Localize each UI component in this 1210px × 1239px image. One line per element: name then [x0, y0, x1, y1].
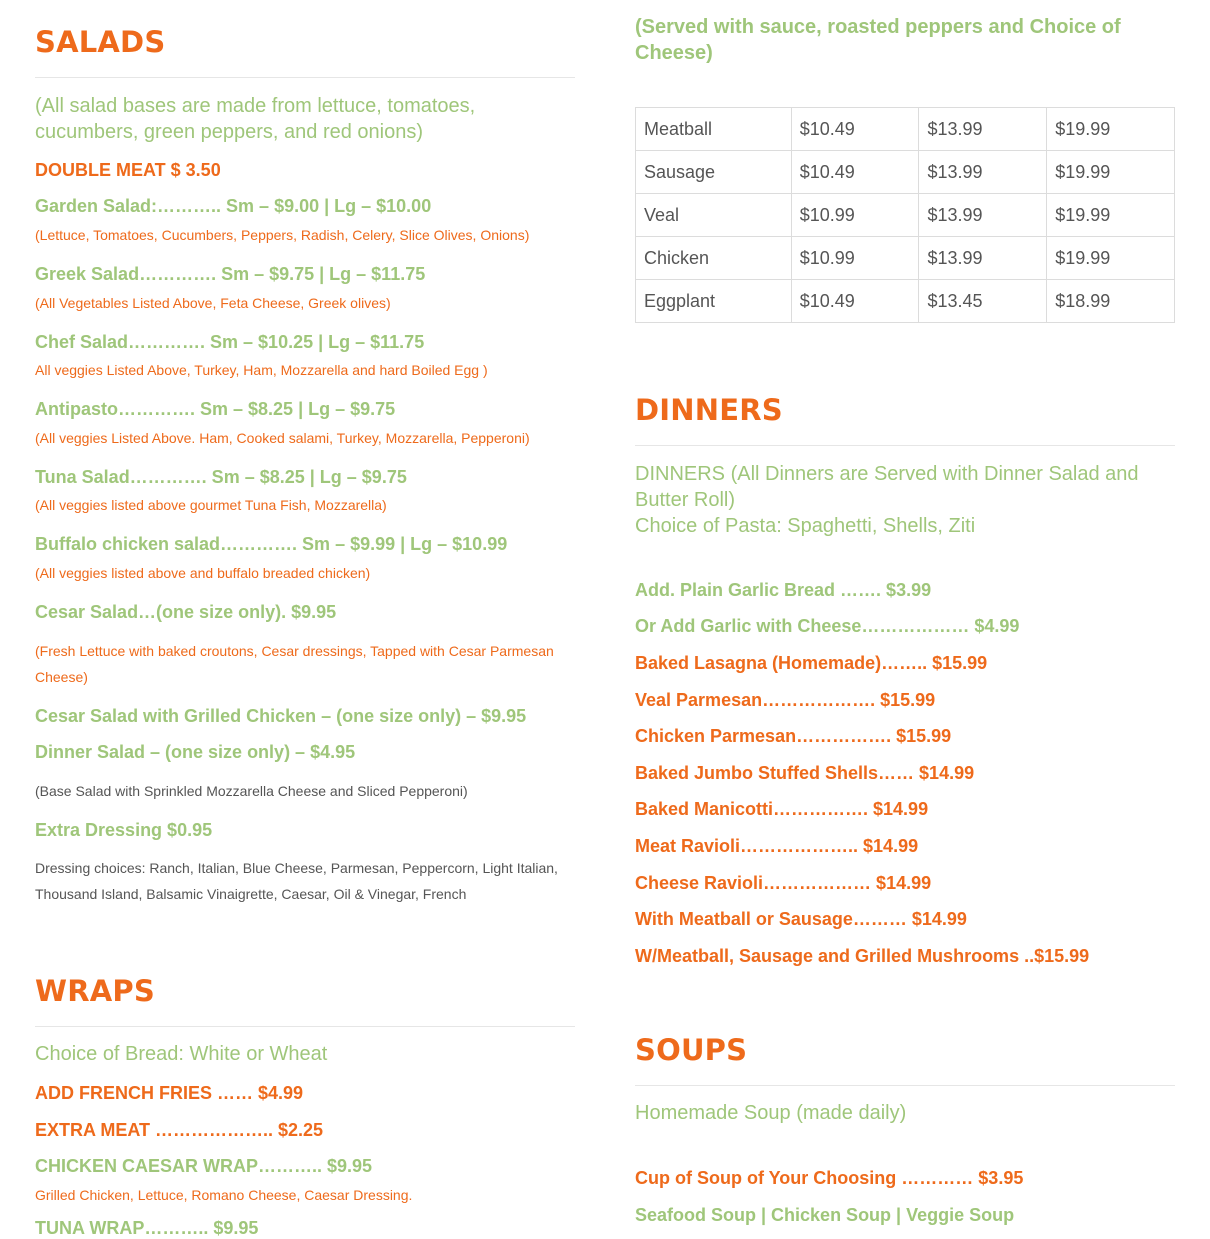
chef-salad-desc: All veggies Listed Above, Turkey, Ham, Mozzarella and hard Boiled Egg ) — [35, 362, 488, 378]
table-row — [636, 151, 1175, 194]
item-name-cell: Veal — [636, 194, 792, 237]
parm-intro: (Served with sauce, roasted peppers and Choice of Cheese) — [635, 16, 1121, 64]
baked-manicotti: Baked Manicotti……………. $14.99 — [635, 799, 929, 819]
soup-choices: Seafood Soup | Chicken Soup | Veggie Soup — [635, 1205, 1015, 1225]
extra-dressing: Extra Dressing $0.95 — [35, 820, 213, 840]
garden-salad-desc: (Lettuce, Tomatoes, Cucumbers, Peppers, Radish, Celery, Slice Olives, Onions) — [35, 227, 530, 243]
table-row — [636, 194, 1175, 237]
price-cell: $10.99 — [791, 194, 919, 237]
price-cell: $19.99 — [1047, 151, 1175, 194]
chicken-caesar-wrap-desc: Grilled Chicken, Lettuce, Romano Cheese, Caesar Dressing. — [35, 1187, 413, 1203]
cesar-chicken-salad: Cesar Salad with Grilled Chicken – (one size only) – $9.95 — [35, 706, 527, 726]
price-cell: $19.99 — [1047, 108, 1175, 151]
chicken-parmesan: Chicken Parmesan……………. $15.99 — [635, 726, 952, 746]
tuna-salad-desc: (All veggies listed above gourmet Tuna Fish, Mozzarella) — [35, 497, 387, 513]
veal-parmesan: Veal Parmesan………………. $15.99 — [635, 690, 936, 710]
add-plain-garlic-bread: Add. Plain Garlic Bread ……. $3.99 — [635, 580, 932, 600]
price-cell: $19.99 — [1047, 194, 1175, 237]
price-cell: $13.99 — [919, 237, 1047, 280]
dinners-divider — [635, 445, 1175, 446]
add-french-fries: ADD FRENCH FRIES …… $4.99 — [35, 1083, 304, 1103]
wraps-intro: Choice of Bread: White or Wheat — [35, 1043, 328, 1065]
price-cell: $10.49 — [791, 151, 919, 194]
cheese-ravioli: Cheese Ravioli……………… $14.99 — [635, 873, 932, 893]
price-cell: $19.99 — [1047, 237, 1175, 280]
greek-salad: Greek Salad…………. Sm – $9.75 | Lg – $11.75 — [35, 264, 426, 284]
table-row — [636, 108, 1175, 151]
dinner-salad: Dinner Salad – (one size only) – $4.95 — [35, 742, 356, 762]
tuna-wrap: TUNA WRAP……….. $9.95 — [35, 1218, 259, 1238]
chef-salad: Chef Salad…………. Sm – $10.25 | Lg – $11.75 — [35, 332, 425, 352]
buffalo-chicken-salad-desc: (All veggies listed above and buffalo breaded chicken) — [35, 565, 371, 581]
wraps-divider — [35, 1026, 575, 1027]
price-cell: $13.99 — [919, 194, 1047, 237]
soups-divider — [635, 1085, 1175, 1086]
dinners-intro: DINNERS (All Dinners are Served with Dinner Salad and Butter Roll) — [635, 463, 1139, 511]
salads-divider — [35, 77, 575, 78]
cesar-salad: Cesar Salad…(one size only). $9.95 — [35, 602, 337, 622]
parm-price-table — [635, 107, 1175, 323]
price-cell: $10.99 — [791, 237, 919, 280]
extra-meat: EXTRA MEAT ……………….. $2.25 — [35, 1120, 324, 1140]
price-cell: $18.99 — [1047, 280, 1175, 323]
soups-intro: Homemade Soup (made daily) — [635, 1102, 907, 1124]
baked-lasagna: Baked Lasagna (Homemade)…….. $15.99 — [635, 653, 988, 673]
price-cell: $13.99 — [919, 108, 1047, 151]
dinners-title: DINNERS — [635, 393, 783, 427]
add-garlic-with-cheese: Or Add Garlic with Cheese……………… $4.99 — [635, 616, 1020, 636]
salads-title: SALADS — [35, 25, 166, 59]
price-cell: $13.99 — [919, 151, 1047, 194]
price-cell: $13.45 — [919, 280, 1047, 323]
with-meatball-or-sausage: With Meatball or Sausage……… $14.99 — [635, 909, 967, 929]
meatball-sausage-mushrooms: W/Meatball, Sausage and Grilled Mushrooms ..$15.99 — [635, 946, 1090, 966]
item-name-cell: Meatball — [636, 108, 792, 151]
price-cell: $10.49 — [791, 108, 919, 151]
soups-title: SOUPS — [635, 1033, 748, 1067]
double-meat: DOUBLE MEAT $ 3.50 — [35, 160, 221, 180]
salads-intro: (All salad bases are made from lettuce, tomatoes, cucumbers, green peppers, and red onions) — [35, 95, 476, 143]
cesar-salad-desc: (Fresh Lettuce with baked croutons, Cesar dressings, Tapped with Cesar Parmesan Cheese) — [35, 643, 554, 685]
cup-of-soup: Cup of Soup of Your Choosing ………… $3.95 — [635, 1168, 1024, 1188]
item-name-cell: Sausage — [636, 151, 792, 194]
table-row — [636, 280, 1175, 323]
dinner-salad-desc: (Base Salad with Sprinkled Mozzarella Cheese and Sliced Pepperoni) — [35, 783, 468, 799]
dinners-pasta-choice: Choice of Pasta: Spaghetti, Shells, Ziti — [635, 515, 976, 537]
chicken-caesar-wrap: CHICKEN CAESAR WRAP……….. $9.95 — [35, 1156, 373, 1176]
dressing-choices: Dressing choices: Ranch, Italian, Blue Cheese, Parmesan, Peppercorn, Light Italian, Thousand Island, Balsamic Vinaigrette, Caesar, Oil & Vinegar, French — [35, 860, 558, 902]
item-name-cell: Chicken — [636, 237, 792, 280]
garden-salad: Garden Salad:……….. Sm – $9.00 | Lg – $10.00 — [35, 196, 432, 216]
greek-salad-desc: (All Vegetables Listed Above, Feta Cheese, Greek olives) — [35, 295, 391, 311]
meat-ravioli: Meat Ravioli……………….. $14.99 — [635, 836, 919, 856]
table-row — [636, 237, 1175, 280]
antipasto: Antipasto…………. Sm – $8.25 | Lg – $9.75 — [35, 399, 396, 419]
wraps-title: WRAPS — [35, 974, 155, 1008]
antipasto-desc: (All veggies Listed Above. Ham, Cooked salami, Turkey, Mozzarella, Pepperoni) — [35, 430, 530, 446]
buffalo-chicken-salad: Buffalo chicken salad…………. Sm – $9.99 | Lg – $10.99 — [35, 534, 508, 554]
item-name-cell: Eggplant — [636, 280, 792, 323]
baked-jumbo-stuffed-shells: Baked Jumbo Stuffed Shells…… $14.99 — [635, 763, 975, 783]
tuna-salad: Tuna Salad…………. Sm – $8.25 | Lg – $9.75 — [35, 467, 407, 487]
price-cell: $10.49 — [791, 280, 919, 323]
